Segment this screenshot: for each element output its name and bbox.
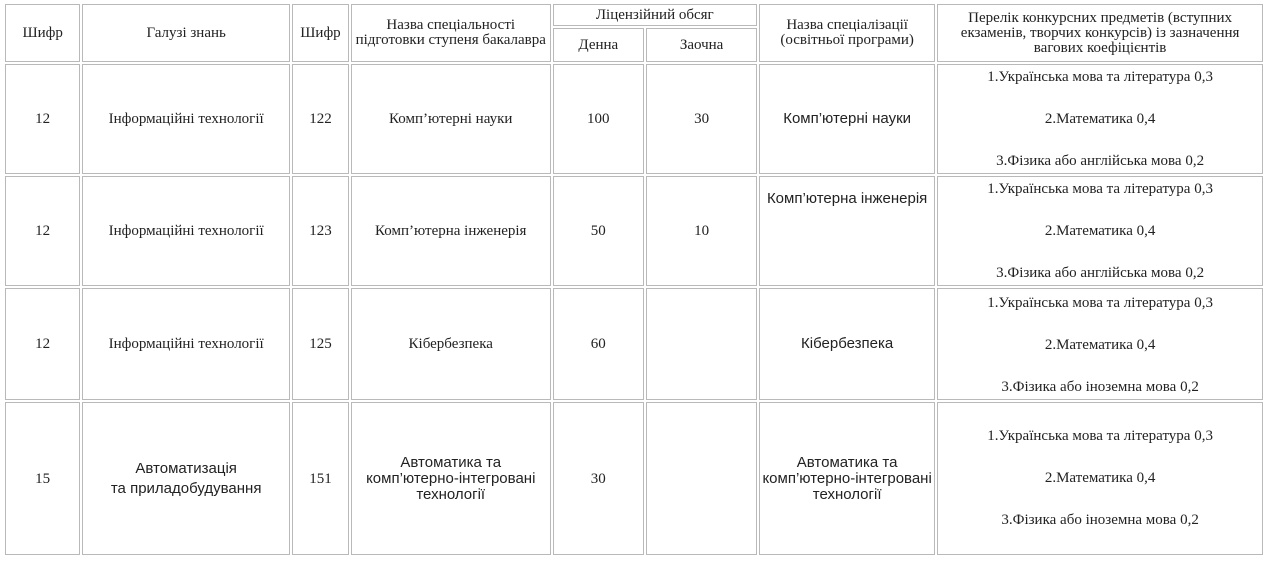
subject-2: 2.Математика 0,4 <box>1044 222 1156 239</box>
cell-part-time <box>646 288 757 400</box>
cell-subjects <box>937 402 1263 555</box>
subject-1: 1.Українська мова та література 0,3 <box>987 180 1213 197</box>
header-specialty: Назва спеціальності підготовки ступеня бакалавра <box>351 4 551 62</box>
header-code: Шифр <box>5 4 80 62</box>
cell-specialty: Кібербезпека <box>351 288 551 400</box>
cell-specialization: Комп’ютерна інженерія <box>759 176 935 286</box>
cell-full-time: 60 <box>553 288 645 400</box>
cell-subjects <box>937 176 1263 286</box>
subject-3: 3.Фізика або іноземна мова 0,2 <box>1001 379 1199 395</box>
cell-specialization: Комп’ютерні науки <box>759 64 935 174</box>
cell-specialty: Автоматика та комп’ютерно-інтегровані технології <box>351 402 551 555</box>
cell-specialty: Комп’ютерні науки <box>351 64 551 174</box>
cell-field: Інформаційні технології <box>82 64 290 174</box>
cell-full-time: 100 <box>553 64 645 174</box>
admission-table-container <box>3 2 1265 557</box>
cell-subjects <box>937 64 1263 174</box>
header-subjects: Перелік конкурсних предметів (вступних екзаменів, творчих конкурсів) із зазначення вагових коефіцієнтів <box>937 4 1263 62</box>
cell-field: Інформаційні технології <box>82 288 290 400</box>
cell-full-time: 30 <box>553 402 645 555</box>
cell-spec-code: 151 <box>292 402 349 555</box>
subject-1: 1.Українська мова та література 0,3 <box>987 295 1213 311</box>
header-spec-code: Шифр <box>292 4 349 62</box>
table-row <box>5 176 1263 286</box>
subject-2: 2.Математика 0,4 <box>1044 337 1156 353</box>
subject-3: 3.Фізика або іноземна мова 0,2 <box>1001 512 1199 528</box>
cell-subjects <box>937 288 1263 400</box>
header-license: Ліцензійний обсяг <box>553 4 758 26</box>
header-full-time: Денна <box>553 28 645 62</box>
subject-3: 3.Фізика або англійська мова 0,2 <box>996 152 1205 169</box>
header-field: Галузі знань <box>82 4 290 62</box>
cell-field: Інформаційні технології <box>82 176 290 286</box>
table-row <box>5 402 1263 555</box>
table-row <box>5 64 1263 174</box>
cell-full-time: 50 <box>553 176 645 286</box>
cell-code: 15 <box>5 402 80 555</box>
cell-field <box>82 402 290 555</box>
cell-part-time: 10 <box>646 176 757 286</box>
subject-3: 3.Фізика або англійська мова 0,2 <box>996 264 1205 281</box>
header-row <box>5 4 1263 26</box>
cell-specialization: Кібербезпека <box>759 288 935 400</box>
cell-code: 12 <box>5 288 80 400</box>
admission-table <box>3 2 1265 557</box>
subject-1: 1.Українська мова та література 0,3 <box>987 68 1213 85</box>
cell-spec-code: 122 <box>292 64 349 174</box>
subject-2: 2.Математика 0,4 <box>1044 110 1156 127</box>
table-row <box>5 288 1263 400</box>
cell-part-time <box>646 402 757 555</box>
cell-spec-code: 125 <box>292 288 349 400</box>
cell-part-time: 30 <box>646 64 757 174</box>
header-specialization: Назва спеціалізації (освітньої програми) <box>759 4 935 62</box>
subject-2: 2.Математика 0,4 <box>1044 470 1156 486</box>
cell-code: 12 <box>5 176 80 286</box>
cell-specialization: Автоматика та комп’ютерно-інтегровані технології <box>759 402 935 555</box>
cell-specialty: Комп’ютерна інженерія <box>351 176 551 286</box>
cell-spec-code: 123 <box>292 176 349 286</box>
header-part-time: Заочна <box>646 28 757 62</box>
field-line-1: Автоматизація <box>135 459 237 477</box>
field-line-2: та приладобудування <box>110 479 262 497</box>
cell-code: 12 <box>5 64 80 174</box>
subject-1: 1.Українська мова та література 0,3 <box>987 428 1213 444</box>
